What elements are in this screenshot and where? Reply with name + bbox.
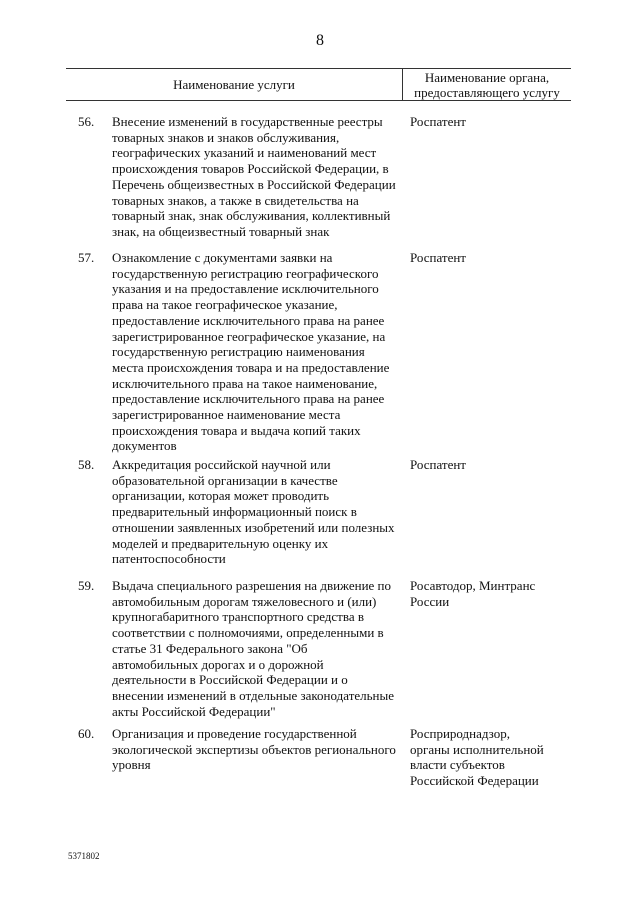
table-top-rule (66, 68, 571, 69)
service-name: Ознакомление с документами заявки на государственную регистрацию географического указания и на предоставление исключительного права на такое географическое указание, предоставление исключительного права на ранее зарегистрированное географическое указание, на государственную регистрацию наименования места происхождения товара и на предоставление исключительного права на такое наименование, предоставление исключительного права на ранее зарегистрированное наименование места происхождения товара и выдача копий таких документов (112, 250, 390, 454)
agency-name: Роспатент (410, 250, 466, 265)
table-header-rule (66, 100, 571, 101)
row-number: 59. (78, 578, 95, 593)
agency-name: Роспатент (410, 457, 466, 472)
agency-column-header-line1: Наименование органа, (424, 70, 550, 85)
service-name: Аккредитация российской научной или образовательной организации в качестве организации, которая может проводить предварительный информационный поиск в отношении заявленных изобретений или полезных моделей и предварительную оценку их патентоспособности (112, 457, 395, 567)
service-column-header: Наименование услуги (173, 77, 295, 92)
service-name: Выдача специального разрешения на движение по автомобильным дорогам тяжеловесного и (или) крупногабаритного транспортного средства в соответствии с полномочиями, определенными в статье 31 Федерального закона "Об автомобильных дорогах и о дорожной деятельности в Российской Федерации и о внесении изменений в отдельные законодательные акты Российской Федерации" (112, 578, 395, 719)
service-name: Организация и проведение государственной экологической экспертизы объектов регионального уровня (112, 726, 396, 773)
document-code: 5371802 (68, 851, 100, 861)
agency-column-header-line2: предоставляющего услугу (414, 85, 560, 100)
row-number: 60. (78, 726, 95, 741)
row-number: 57. (78, 250, 95, 265)
agency-name: Росприроднадзор, органы исполнительной власти субъектов Российской Федерации (410, 726, 544, 789)
row-number: 58. (78, 457, 95, 472)
row-number: 56. (78, 114, 95, 129)
agency-column-header (403, 70, 571, 100)
agency-name: Росавтодор, Минтранс России (410, 578, 536, 609)
service-name: Внесение изменений в государственные реестры товарных знаков и знаков обслуживания, географических указаний и наименований мест происхождения товаров Российской Федерации, в Перечень общеизвестных в Российской Федерации товарных знаков, а также в свидетельства на товарный знак, знак обслуживания, коллективный знак, на общеизвестный товарный знак (112, 114, 396, 239)
agency-name: Роспатент (410, 114, 466, 129)
page-number: 8 (316, 32, 324, 49)
